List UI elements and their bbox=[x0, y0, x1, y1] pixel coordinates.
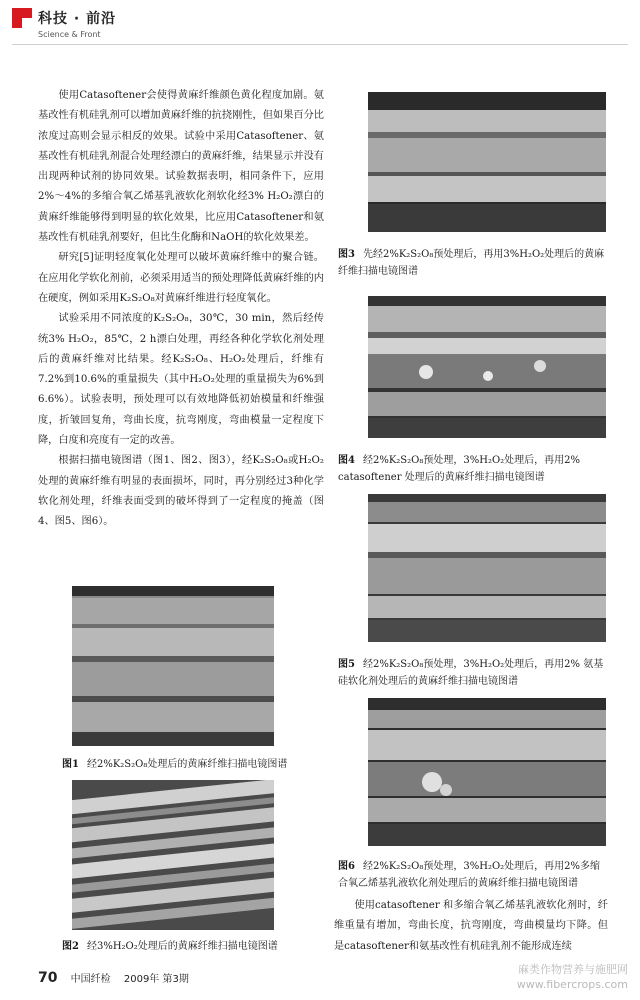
body-paragraph: 研究[5]证明轻度氧化处理可以破坏黄麻纤维中的聚合链。在应用化学软化剂前，必须采用适当的预处理降低黄麻纤维的内在硬度，例如采用K₂S₂O₈对黄麻纤维进行轻度氧化。 bbox=[38, 252, 324, 304]
watermark-url: www.fibercrops.com bbox=[516, 978, 628, 991]
figure-5-sem-image bbox=[368, 494, 606, 642]
issue-info: 2009年 第3期 bbox=[123, 974, 189, 985]
figure-number: 图3 bbox=[338, 249, 355, 260]
figure-4-caption bbox=[338, 452, 610, 486]
section-subtitle: Science & Front bbox=[38, 30, 101, 39]
figure-3-caption bbox=[338, 246, 610, 280]
site-watermark bbox=[517, 962, 628, 992]
figure-3-sem-image bbox=[368, 92, 606, 232]
figure-caption-text: 经2%K₂S₂O₈处理后的黄麻纤维扫描电镜图谱 bbox=[86, 759, 288, 770]
figure-1-caption bbox=[62, 756, 362, 773]
page-number: 70 bbox=[38, 970, 58, 986]
figure-number: 图1 bbox=[62, 759, 79, 770]
journal-header bbox=[12, 6, 412, 46]
body-paragraph: 使用Catasoftener会使得黄麻纤维颜色黄化程度加剧。氨基改性有机硅乳剂可以增加黄麻纤维的抗挠刚性，但如果百分比浓度过高则会显示相反的效果。试验中采用Catasoftener、氨基改性有机硅乳剂混合处理经漂白的黄麻纤维，结果显示并没有出现两种试剂的协同效果。试验数据表明，相同条件下，应用2%～4%的多缩合氧乙烯基乳液软化剂软化经3% H₂O₂漂白的黄麻纤维能够得到明显的软化效果，比应用Catasoftener和氨基改性有机硅乳剂要好，但比生化酶和NaOH的软化效果差。 bbox=[38, 90, 324, 244]
figure-1-sem-image bbox=[72, 586, 274, 746]
journal-logo-icon bbox=[12, 8, 32, 28]
figure-2-caption bbox=[62, 938, 362, 955]
figure-number: 图6 bbox=[338, 861, 355, 872]
figure-number: 图4 bbox=[338, 455, 355, 466]
figure-number: 图2 bbox=[62, 941, 79, 952]
figure-2-sem-image bbox=[72, 780, 274, 930]
figure-caption-text: 经2%K₂S₂O₈预处理，3%H₂O₂处理后，再用2% catasoftener 处理后的黄麻纤维扫描电镜图谱 bbox=[338, 455, 581, 483]
section-title: 科技 · 前沿 bbox=[38, 11, 117, 27]
figure-caption-text: 经2%K₂S₂O₈预处理，3%H₂O₂处理后，再用2% 氨基硅软化剂处理后的黄麻纤维扫描电镜图谱 bbox=[338, 659, 604, 687]
watermark-name: 麻类作物营养与施肥网 bbox=[518, 963, 628, 976]
right-column-text bbox=[334, 896, 608, 957]
left-column-text bbox=[38, 86, 324, 533]
body-paragraph: 使用catasoftener 和多缩合氧乙烯基乳液软化剂时，纤维重量有增加，弯曲长度，抗弯刚度，弯曲模量均下降。但是catasoftener和氨基改性有机硅乳剂不能形成连续 bbox=[334, 900, 608, 952]
figure-6-caption bbox=[338, 858, 610, 892]
body-paragraph: 试验采用不同浓度的K₂S₂O₈，30℃，30 min，然后经传统3% H₂O₂，85℃，2 h漂白处理，再经各种化学软化剂处理后的黄麻纤维对比结果。经K₂S₂O₈、H₂O₂处理后，纤维有7.2%到10.6%的重量损失（其中H₂O₂处理的重量损失为6%到6.6%）。试验表明，预处理可以有效地降低初始模量和纤维强度，折皱回复角，弯曲长度，抗弯刚度，弯曲模量一定程度下降，白度和亮度有一定的改善。 bbox=[38, 313, 324, 447]
figure-4-sem-image bbox=[368, 296, 606, 438]
figure-caption-text: 经2%K₂S₂O₈预处理，3%H₂O₂处理后，再用2%多缩合氧乙烯基乳液软化剂处理后的黄麻纤维扫描电镜图谱 bbox=[338, 861, 601, 889]
figure-6-sem-image bbox=[368, 698, 606, 846]
figure-caption-text: 先经2%K₂S₂O₈预处理后，再用3%H₂O₂处理后的黄麻纤维扫描电镜图谱 bbox=[338, 249, 605, 277]
figure-caption-text: 经3%H₂O₂处理后的黄麻纤维扫描电镜图谱 bbox=[86, 941, 278, 952]
header-divider bbox=[12, 44, 628, 45]
page-footer bbox=[38, 970, 189, 986]
figure-5-caption bbox=[338, 656, 610, 690]
figure-number: 图5 bbox=[338, 659, 355, 670]
body-paragraph: 根据扫描电镜图谱（图1、图2、图3），经K₂S₂O₈或H₂O₂处理的黄麻纤维有明显的表面损坏，同时，再分别经过3种化学软化剂处理，纤维表面受到的破坏得到了一定程度的掩盖（图4、图5、图6）。 bbox=[38, 455, 324, 528]
magazine-name: 中国纤检 bbox=[70, 974, 111, 985]
